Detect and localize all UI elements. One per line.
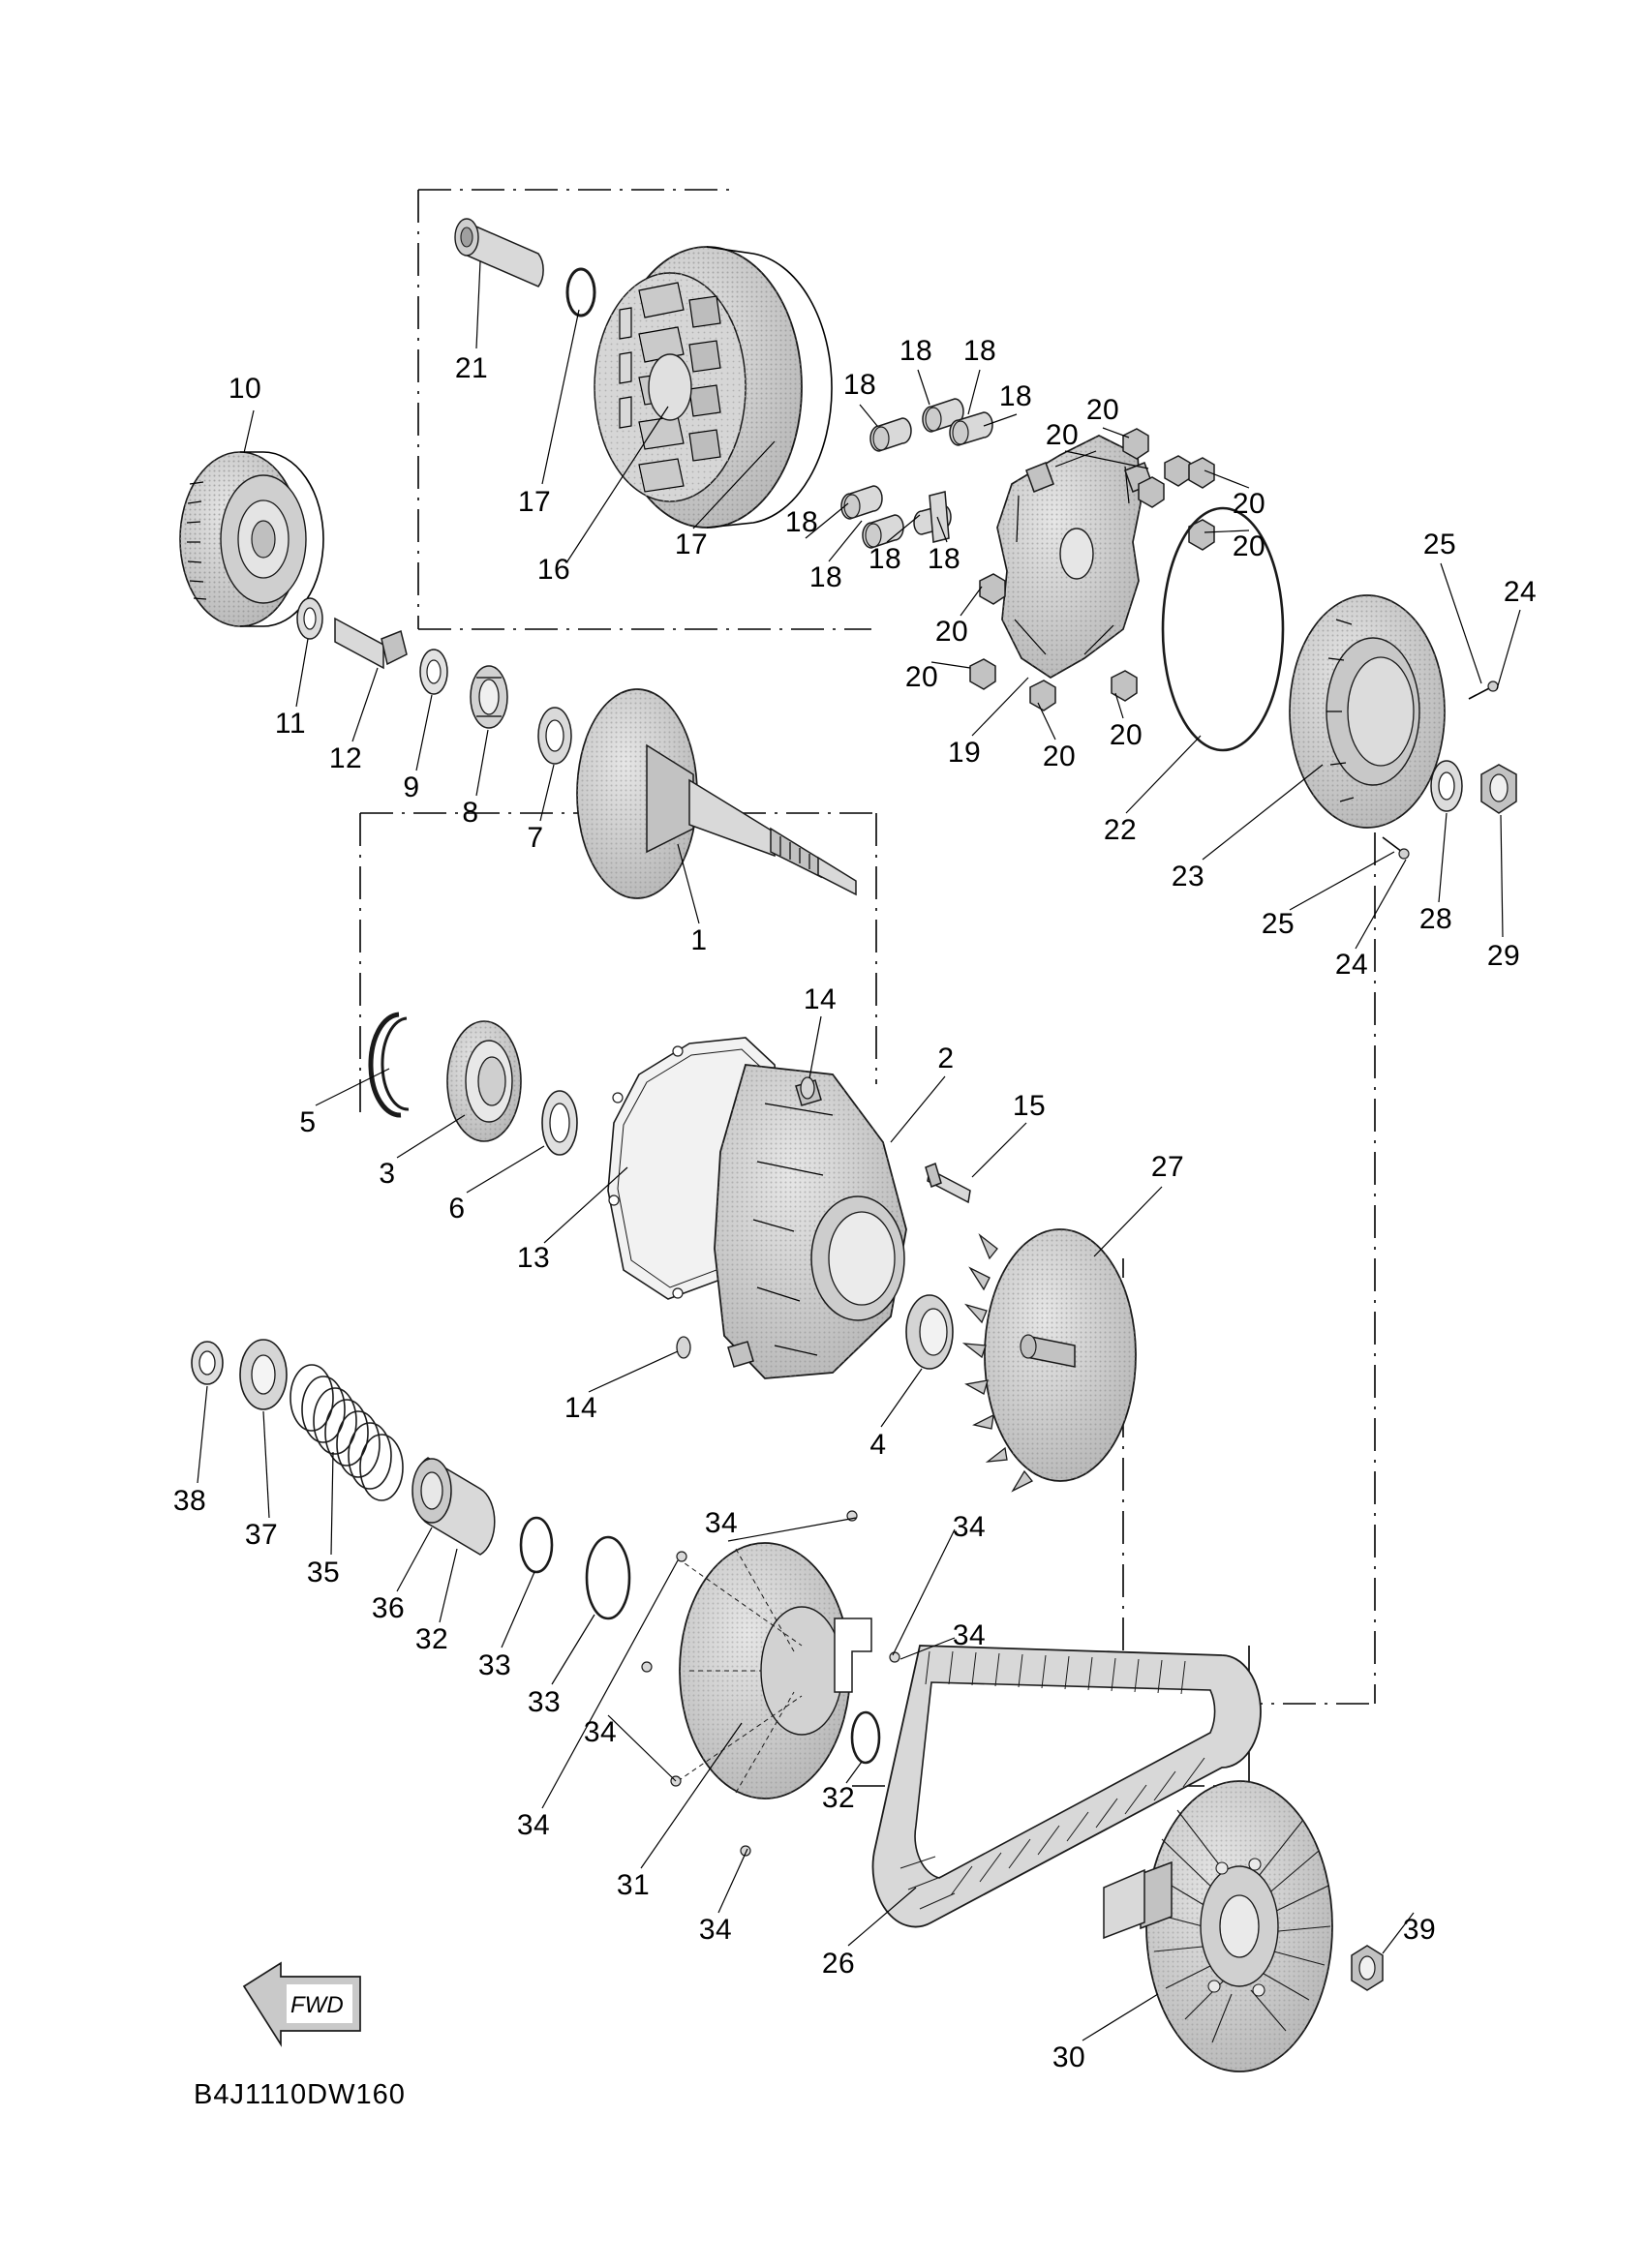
callout-5: 5 [299, 1106, 317, 1138]
callout-31: 31 [616, 1869, 651, 1901]
callout-18c: 18 [962, 335, 997, 367]
callout-34b: 34 [516, 1809, 551, 1841]
callout-32a: 32 [414, 1623, 449, 1655]
part-35-shape [290, 1365, 403, 1500]
callout-24b: 24 [1334, 949, 1369, 981]
callout-38: 38 [172, 1485, 207, 1517]
callout-20g: 20 [1042, 741, 1077, 772]
callout-18d: 18 [998, 380, 1033, 412]
part-19-shape [997, 436, 1152, 678]
part-10-shape [180, 452, 323, 626]
callout-20c: 20 [1232, 488, 1266, 520]
part-30-shape [1104, 1781, 1332, 2071]
callout-29: 29 [1486, 940, 1521, 972]
callout-19: 19 [947, 737, 982, 769]
callout-15: 15 [1012, 1090, 1047, 1122]
callout-34d: 34 [704, 1507, 739, 1539]
callout-18a: 18 [842, 369, 877, 401]
part-16-shape [594, 247, 832, 528]
part-8-shape [471, 666, 507, 728]
callout-20d: 20 [1232, 530, 1266, 562]
callout-27: 27 [1150, 1151, 1185, 1183]
fwd-arrow-label: FWD [290, 1992, 344, 2018]
callout-8: 8 [462, 797, 479, 829]
callout-32b: 32 [821, 1782, 856, 1814]
part-27-shape [964, 1229, 1136, 1491]
callout-22: 22 [1103, 814, 1138, 846]
part-12-shape [335, 619, 407, 668]
callout-12: 12 [328, 742, 363, 774]
part-28-shape [1431, 761, 1462, 811]
callout-24a: 24 [1503, 576, 1538, 608]
callout-26: 26 [821, 1948, 856, 1980]
callout-34e: 34 [952, 1511, 987, 1543]
callout-25a: 25 [1422, 529, 1457, 560]
callout-18f: 18 [808, 561, 843, 593]
part-29-shape [1481, 765, 1516, 813]
callout-35: 35 [306, 1557, 341, 1588]
callout-33a: 33 [477, 1649, 512, 1681]
part-39-shape [1352, 1946, 1383, 1990]
part-31-shape [642, 1511, 899, 1856]
callout-20b: 20 [1045, 419, 1080, 451]
callout-14b: 14 [564, 1392, 598, 1424]
callout-17b: 17 [674, 529, 709, 560]
callout-37: 37 [244, 1519, 279, 1551]
callout-30: 30 [1052, 2041, 1086, 2073]
callout-28: 28 [1418, 903, 1453, 935]
callout-9: 9 [403, 771, 420, 803]
callout-10: 10 [228, 373, 262, 405]
callout-18e: 18 [784, 506, 819, 538]
callout-21: 21 [454, 352, 489, 384]
callout-18g: 18 [868, 543, 902, 575]
part-38-shape [192, 1342, 223, 1384]
part-37-shape [240, 1340, 287, 1409]
callout-34c: 34 [698, 1914, 733, 1946]
part-21-shape [455, 219, 543, 287]
callout-33b: 33 [527, 1686, 562, 1718]
part-1-shape [577, 689, 856, 898]
callout-34f: 34 [952, 1619, 987, 1651]
callout-34a: 34 [583, 1716, 618, 1748]
callout-20a: 20 [1085, 394, 1120, 426]
callout-13: 13 [516, 1242, 551, 1274]
callout-4: 4 [869, 1429, 887, 1461]
diagram-code: B4J1110DW160 [194, 2079, 406, 2110]
callout-1: 1 [690, 924, 708, 956]
part-3-shape [447, 1021, 521, 1141]
callout-20h: 20 [1109, 719, 1143, 751]
part-11-shape [297, 598, 322, 639]
part-6-shape [542, 1091, 577, 1155]
callout-18b: 18 [899, 335, 933, 367]
callout-17a: 17 [517, 486, 552, 518]
part-4-shape [906, 1295, 953, 1369]
part-15-shape [926, 1164, 970, 1202]
callout-39: 39 [1402, 1914, 1437, 1946]
callout-11: 11 [274, 708, 307, 740]
callout-6: 6 [448, 1193, 466, 1225]
part-9-shape [420, 650, 447, 694]
callout-7: 7 [527, 822, 544, 854]
callout-16: 16 [536, 554, 571, 586]
part-23-shape [1290, 595, 1445, 828]
part-2-shape [715, 1065, 906, 1378]
callout-2: 2 [937, 1043, 955, 1074]
part-5-shape [371, 1014, 409, 1115]
callout-20e: 20 [934, 616, 969, 648]
part-7-shape [538, 708, 571, 764]
callout-36: 36 [371, 1592, 406, 1624]
callout-3: 3 [379, 1158, 396, 1190]
callout-18h: 18 [927, 543, 961, 575]
part-32b-shape [852, 1712, 879, 1763]
callout-20f: 20 [904, 661, 939, 693]
part-33-shapes [521, 1518, 629, 1618]
callout-14a: 14 [803, 983, 838, 1015]
part-18-shapes [841, 399, 992, 548]
callout-25b: 25 [1261, 908, 1295, 940]
callout-23: 23 [1171, 861, 1205, 892]
